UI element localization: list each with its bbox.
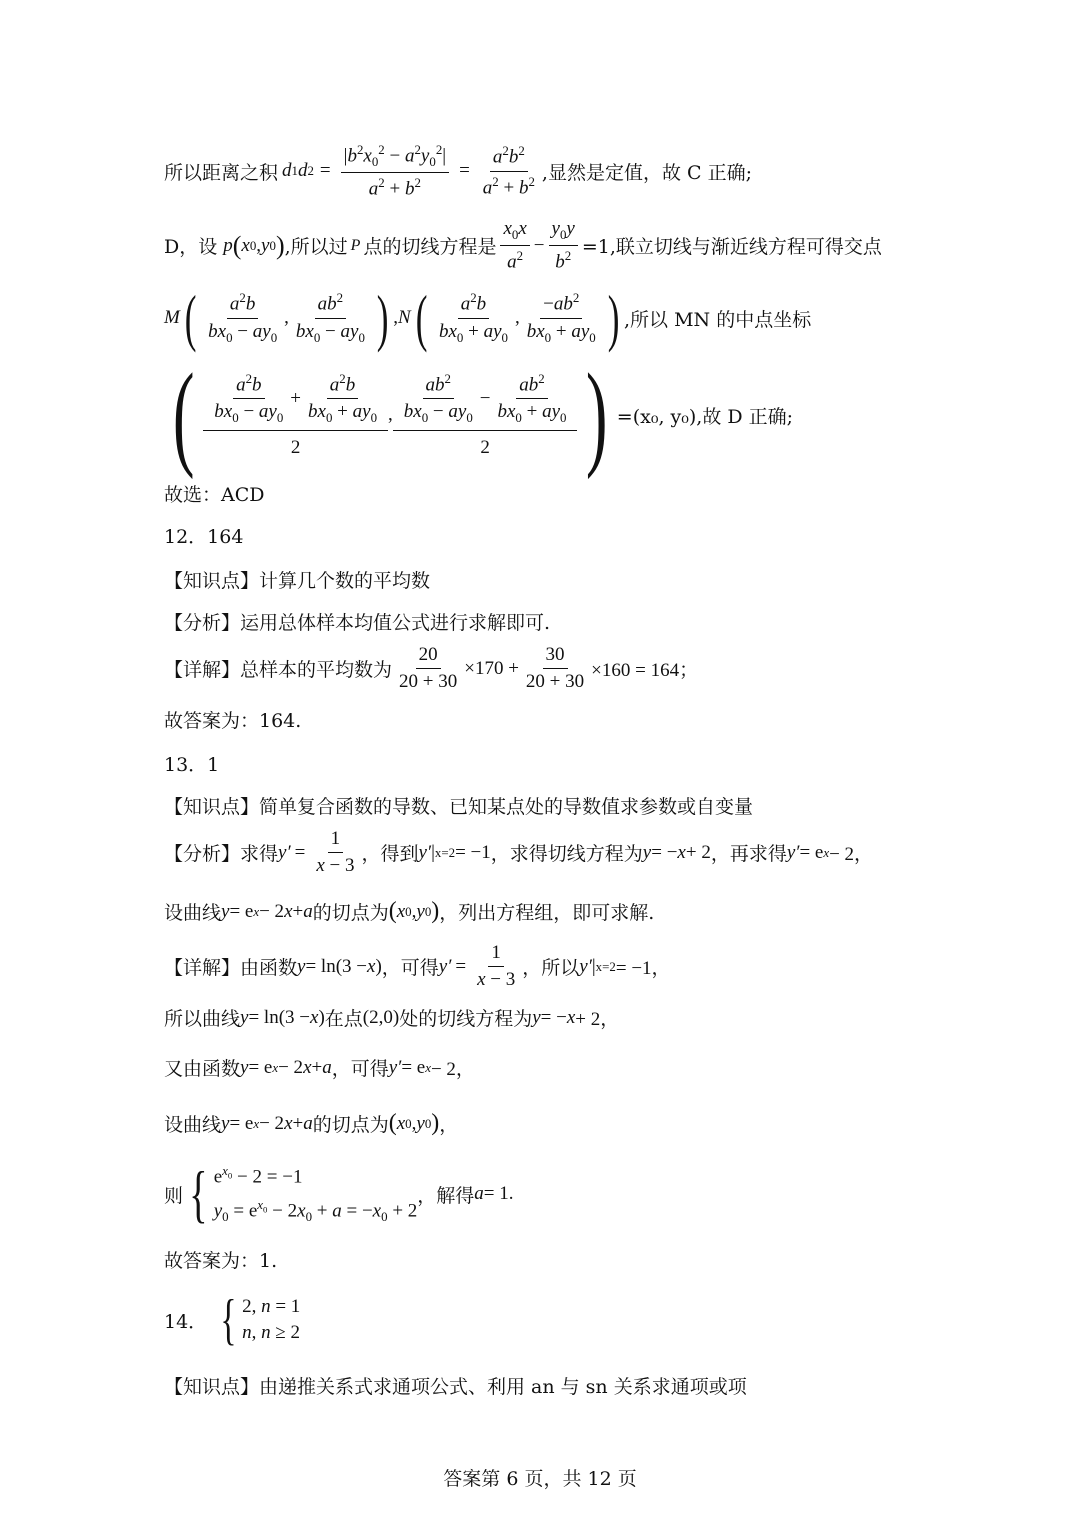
text: ,所以过 xyxy=(284,236,348,259)
text: 【分析】运用总体样本均值公式进行求解即可. xyxy=(164,612,551,634)
text: 故答案为：1. xyxy=(164,1250,278,1272)
tangent-line-statement: D，设 p ( x 0 , y 0 ) ,所以过 P 点的切线方程是 $\frac{x_0x}{a^2}$ − $\frac{y_0y}{b^2}$ =1,联立切线与渐近线方程可得交点 xyxy=(164,218,882,273)
text: 故选：ACD xyxy=(164,484,265,506)
text: 【知识点】简单复合函数的导数、已知某点处的导数值求参数或自变量 xyxy=(164,796,754,818)
page-footer: 答案第 6 页，共 12 页 xyxy=(443,1468,637,1490)
text: ，可得 xyxy=(381,957,439,979)
text: ，再求得 xyxy=(710,843,787,865)
text: ，可得 xyxy=(331,1058,389,1080)
q13-step-1: 所以曲线 y = ln(3 − x ) 在点 (2,0) 处的切线方程为 y = − x + 2， xyxy=(164,1004,619,1031)
text: 处的切线方程为 xyxy=(399,1008,533,1030)
fraction: $\frac{y_0y}{b^2}$ xyxy=(549,218,578,273)
text: 【详解】总样本的平均数为 xyxy=(164,659,393,681)
choice-answer xyxy=(164,480,265,507)
fraction: $\frac{x_0x}{a^2}$ xyxy=(500,218,529,273)
text: 又由函数 xyxy=(164,1058,241,1080)
text: 所以距离之积 xyxy=(164,161,279,184)
fraction: $\frac{|b^2x_0^2 - a^2y_0^2|}{a^2 + b^2}$ xyxy=(341,142,449,200)
text: 在点 xyxy=(324,1008,363,1030)
text: ，解得 xyxy=(417,1184,475,1207)
text: 【知识点】由递推关系式求通项公式、利用 an 与 sn 关系求通项或项 xyxy=(164,1376,747,1398)
q13-step-2: 又由函数 y = e x − 2 x + a ，可得 y′ = e x − 2， xyxy=(164,1054,475,1081)
q13-detail: 【详解】由函数 y = ln(3 − x ) ，可得 y′ = $\frac{1}{x - 3}$ ，所以 y′ | x=2 = −1， xyxy=(164,942,671,990)
text: ×160 = 164； xyxy=(591,660,699,681)
q12-answer xyxy=(164,522,243,549)
text: ，所以 xyxy=(522,957,580,979)
q13-final xyxy=(164,1246,277,1273)
text: 的切点为 xyxy=(312,902,389,924)
midpoint-formula: ( $\frac{a^2b}{bx_0 - ay_0}$ + $\frac{a^2b}{bx_0 + ay_0}$ 2 , $\frac{ab^2}{bx_0 - ay_0}$ − $\frac{ab^2}{bx_0 + ay_0}$ 2 ) =(x₀, y₀),故 D 正确; xyxy=(172,349,794,480)
q13-step-3: 设曲线 y = e x − 2 x + a 的切点为 ( x 0 , y 0 ) ， xyxy=(164,1110,459,1136)
text: 设曲线 xyxy=(164,902,222,924)
q12-analysis xyxy=(164,608,550,635)
text: 14． xyxy=(164,1310,208,1333)
q12-detail: 【详解】总样本的平均数为 $\frac{20}{20 + 30}$ ×170 + $\frac{30}{20 + 30}$ ×160 = 164； xyxy=(164,644,699,692)
q13-system: 则 { $e^{x_0} - 2 = -1$ $y_0 = e^{x_0} - 2x_0 + a = -x_0 + 2$ ，解得 a = 1. xyxy=(164,1158,514,1229)
text: 的切点为 xyxy=(312,1114,389,1136)
q14-answer: 14． { 2, n = 1 n, n ≥ 2 xyxy=(164,1289,301,1351)
text: 【分析】求得 xyxy=(164,843,279,865)
text: 【知识点】计算几个数的平均数 xyxy=(164,570,431,592)
q13-analysis: 【分析】求得 y′ = $\frac{1}{x - 3}$ ，得到 y′ | x=2 = −1 ，求得切线方程为 y = − x + 2 ，再求得 y′ = e x − 2， xyxy=(164,828,874,876)
text: 13．1 xyxy=(164,754,220,776)
text: ,所以 MN 的中点坐标 xyxy=(624,308,812,331)
text: =1,联立切线与渐近线方程可得交点 xyxy=(581,236,882,259)
q12-final xyxy=(164,706,301,733)
text: ，列出方程组，即可求解. xyxy=(439,902,655,924)
text: 故答案为：164. xyxy=(164,710,302,732)
q12-knowledge xyxy=(164,566,430,593)
text: 12．164 xyxy=(164,526,244,548)
intersection-points-line: M ( $\frac{a^2b}{bx_0 - ay_0}$ , $\frac{ab^2}{bx_0 - ay_0}$ ) , N ( $\frac{a^2b}{bx_0 + ay_0}$ , $\frac{-ab^2}{bx_0 + ay_0}$ ) ,所以 MN 的中点坐标 xyxy=(164,282,812,353)
fraction: $\frac{a^2b^2}{a^2 + b^2}$ xyxy=(482,143,535,199)
text: 【详解】由函数 xyxy=(164,957,298,979)
text: ，得到 xyxy=(361,843,419,865)
text: 所以曲线 xyxy=(164,1008,241,1030)
text: 点的切线方程是 xyxy=(363,236,497,259)
distance-product-line: 所以距离之积 d 1 d 2 = $\frac{|b^2x_0^2 - a^2y_0^2|}{a^2 + b^2}$ = $\frac{a^2b^2}{a^2 + b^2}$ ,显然是定值，故 C 正确; xyxy=(164,142,752,200)
text: ，求得切线方程为 xyxy=(490,843,643,865)
text: 设曲线 xyxy=(164,1114,222,1136)
text: =(x₀, y₀),故 D 正确; xyxy=(616,405,794,428)
q13-answer xyxy=(164,750,219,777)
text: 则 xyxy=(164,1184,184,1207)
text: ,显然是定值，故 C 正确; xyxy=(541,161,752,184)
q14-knowledge xyxy=(164,1372,747,1399)
q13-knowledge xyxy=(164,792,753,819)
q13-analysis-2: 设曲线 y = e x − 2 x + a 的切点为 ( x 0 , y 0 ) ，列出方程组，即可求解. xyxy=(164,898,655,924)
text: D，设 xyxy=(164,236,218,259)
